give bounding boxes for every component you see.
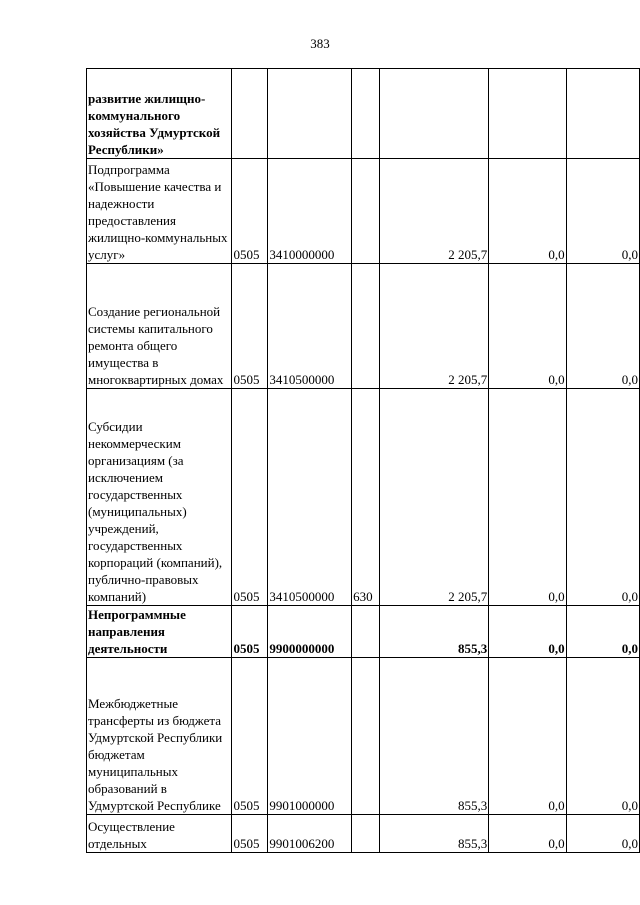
amount-year-3 (566, 69, 639, 159)
table-row (87, 159, 640, 264)
table-row (87, 264, 640, 389)
expense-type-code (352, 69, 380, 159)
amount-year-1 (380, 69, 489, 159)
amount-year-1: 855,3 (380, 815, 489, 853)
table-row (87, 389, 640, 606)
amount-year-1: 2 205,7 (380, 389, 489, 606)
section-code: 0505 (232, 389, 268, 606)
row-name: Подпрограмма «Повышение качества и надежности предоставления жилищно-коммунальных услуг» (87, 159, 232, 264)
table-row (87, 815, 640, 853)
target-code (268, 69, 352, 159)
row-name: Непрограммные направления деятельности (87, 606, 232, 658)
table-row (87, 658, 640, 815)
row-name: Субсидии некоммерческим организациям (за исключением государственных (муниципальных) учреждений, государственных корпораций (компаний), публично-правовых компаний) (87, 389, 232, 606)
amount-year-2 (489, 69, 566, 159)
expense-type-code (352, 815, 380, 853)
amount-year-2: 0,0 (489, 815, 566, 853)
section-code: 0505 (232, 159, 268, 264)
target-code: 3410500000 (268, 389, 352, 606)
expense-type-code (352, 606, 380, 658)
amount-year-3: 0,0 (566, 159, 639, 264)
amount-year-3: 0,0 (566, 815, 639, 853)
target-code: 3410500000 (268, 264, 352, 389)
table-row (87, 606, 640, 658)
amount-year-2: 0,0 (489, 389, 566, 606)
expense-type-code (352, 264, 380, 389)
amount-year-3: 0,0 (566, 389, 639, 606)
section-code: 0505 (232, 264, 268, 389)
page-number: 383 (310, 36, 330, 51)
table-row (87, 69, 640, 159)
amount-year-1: 855,3 (380, 606, 489, 658)
target-code: 9901006200 (268, 815, 352, 853)
expense-type-code: 630 (352, 389, 380, 606)
target-code: 9900000000 (268, 606, 352, 658)
expense-type-code (352, 658, 380, 815)
amount-year-2: 0,0 (489, 264, 566, 389)
row-name: Межбюджетные трансферты из бюджета Удмуртской Республики бюджетам муниципальных образований в Удмуртской Республике (87, 658, 232, 815)
section-code: 0505 (232, 815, 268, 853)
expense-type-code (352, 159, 380, 264)
section-code: 0505 (232, 606, 268, 658)
row-name: развитие жилищно-коммунального хозяйства Удмуртской Республики» (87, 69, 232, 159)
target-code: 9901000000 (268, 658, 352, 815)
row-name: Создание региональной системы капитального ремонта общего имущества в многоквартирных домах (87, 264, 232, 389)
amount-year-3: 0,0 (566, 264, 639, 389)
amount-year-3: 0,0 (566, 606, 639, 658)
section-code: 0505 (232, 658, 268, 815)
amount-year-1: 855,3 (380, 658, 489, 815)
amount-year-1: 2 205,7 (380, 159, 489, 264)
target-code: 3410000000 (268, 159, 352, 264)
budget-table (86, 68, 640, 853)
amount-year-2: 0,0 (489, 159, 566, 264)
amount-year-2: 0,0 (489, 606, 566, 658)
section-code (232, 69, 268, 159)
amount-year-3: 0,0 (566, 658, 639, 815)
amount-year-1: 2 205,7 (380, 264, 489, 389)
amount-year-2: 0,0 (489, 658, 566, 815)
row-name: Осуществление отдельных (87, 815, 232, 853)
